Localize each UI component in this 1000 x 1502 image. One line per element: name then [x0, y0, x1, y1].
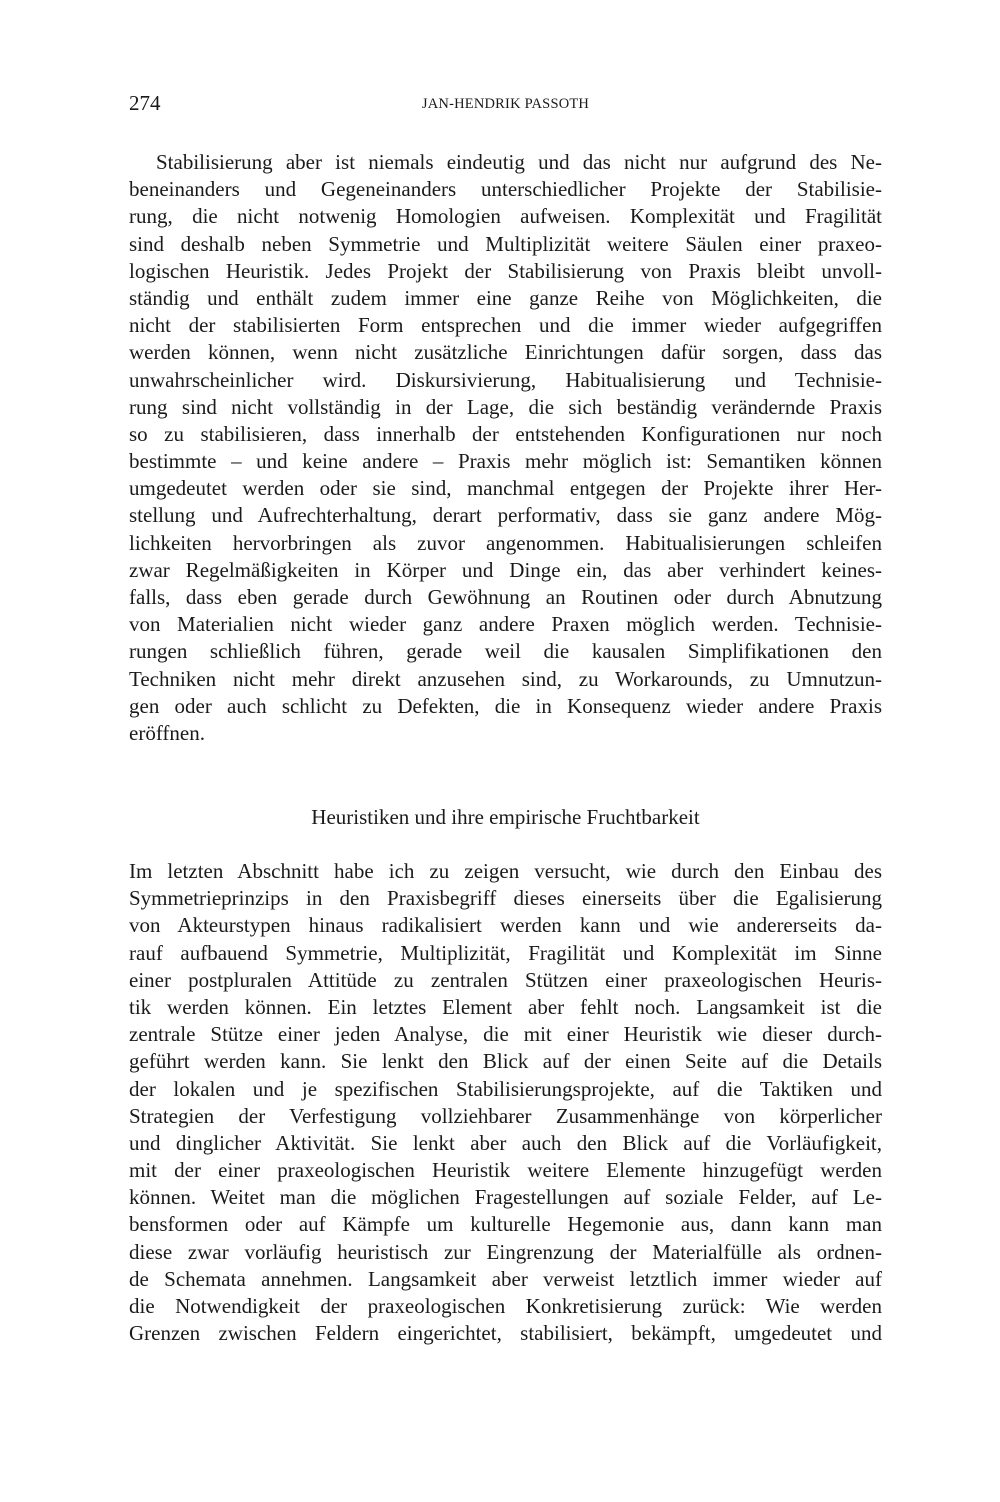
text-line: ständig und enthält zudem immer eine ganze Reihe von Möglichkeiten, die — [129, 285, 882, 310]
text-line: geführt werden kann. Sie lenkt den Blick auf der einen Seite auf die Details — [129, 1049, 882, 1074]
text-line: bensformen oder auf Kämpfe um kulturelle Hegemonie aus, dann kann man — [129, 1212, 882, 1237]
paragraph-heuristiken — [129, 858, 882, 1347]
text-line: mit der einer praxeologischen Heuristik weitere Elemente hinzugefügt werden — [129, 1158, 882, 1183]
text-line: Grenzen zwischen Feldern eingerichtet, stabilisiert, bekämpft, umgedeutet und — [129, 1321, 882, 1346]
text-line: Stabilisierung aber ist niemals eindeutig und das nicht nur aufgrund des Ne- — [156, 150, 882, 174]
text-line: diese zwar vorläufig heuristisch zur Eingrenzung der Materialfülle als ordnen- — [129, 1239, 882, 1264]
text-line: Im letzten Abschnitt habe ich zu zeigen versucht, wie durch den Einbau des — [129, 859, 882, 883]
text-line: der lokalen und je spezifischen Stabilisierungsprojekte, auf die Taktiken und — [129, 1076, 882, 1101]
text-line: sind deshalb neben Symmetrie und Multiplizität weitere Säulen einer praxeo- — [129, 231, 882, 256]
text-line: rungen schließlich führen, gerade weil die kausalen Simplifikationen den — [129, 639, 882, 664]
text-line: rauf aufbauend Symmetrie, Multiplizität, Fragilität und Komplexität im Sinne — [129, 940, 882, 965]
text-line: nicht der stabilisierten Form entsprechen und die immer wieder aufgegriffen — [129, 313, 882, 338]
paragraph-stabilisierung — [129, 149, 882, 747]
text-line: Symmetrieprinzips in den Praxisbegriff dieses einerseits über die Egalisierung — [129, 886, 882, 911]
text-line: rung, die nicht notwenig Homologien aufweisen. Komplexität und Fragilität — [129, 204, 882, 229]
text-line: de Schemata annehmen. Langsamkeit aber verweist letztlich immer wieder auf — [129, 1266, 882, 1291]
text-line: beneinanders und Gegeneinanders unterschiedlicher Projekte der Stabilisie- — [129, 177, 882, 202]
text-line: unwahrscheinlicher wird. Diskursivierung, Habitualisierung und Technisie- — [129, 367, 882, 392]
text-line: so zu stabilisieren, dass innerhalb der entstehenden Konfigurationen nur noch — [129, 421, 882, 446]
text-line: zwar Regelmäßigkeiten in Körper und Dinge ein, das aber verhindert keines- — [129, 557, 882, 582]
text-line: einer postpluralen Attitüde zu zentralen Stützen einer praxeologischen Heuris- — [129, 967, 882, 992]
text-line: lichkeiten hervorbringen als zuvor angenommen. Habitualisierungen schleifen — [129, 530, 882, 555]
text-line: gen oder auch schlicht zu Defekten, die in Konsequenz wieder andere Praxis — [129, 693, 882, 718]
page-header — [129, 88, 882, 118]
text-line: von Akteurstypen hinaus radikalisiert werden kann und wie andererseits da- — [129, 913, 882, 938]
text-line: von Materialien nicht wieder ganz andere Praxen möglich werden. Technisie- — [129, 612, 882, 637]
text-line: können. Weitet man die möglichen Fragestellungen auf soziale Felder, auf Le- — [129, 1185, 882, 1210]
text-line: tik werden können. Ein letztes Element aber fehlt noch. Langsamkeit ist die — [129, 994, 882, 1019]
text-line: Strategien der Verfestigung vollziehbarer Zusammenhänge von körperlicher — [129, 1103, 882, 1128]
text-line: stellung und Aufrechterhaltung, derart performativ, dass sie ganz andere Mög- — [129, 503, 882, 528]
text-line: Techniken nicht mehr direkt anzusehen sind, zu Workarounds, zu Umnutzun- — [129, 666, 882, 691]
text-line: zentrale Stütze einer jeden Analyse, die mit einer Heuristik wie dieser durch- — [129, 1022, 882, 1047]
text-line: falls, dass eben gerade durch Gewöhnung an Routinen oder durch Abnutzung — [129, 585, 882, 609]
text-line: bestimmte – und keine andere – Praxis mehr möglich ist: Semantiken können — [129, 449, 882, 474]
text-line: umgedeutet werden oder sie sind, manchmal entgegen der Projekte ihrer Her- — [129, 476, 882, 501]
text-line: werden können, wenn nicht zusätzliche Einrichtungen dafür sorgen, dass das — [129, 340, 882, 365]
section-heading: Heuristiken und ihre empirische Fruchtbarkeit — [311, 805, 700, 829]
text-line: eröffnen. — [129, 720, 205, 745]
text-line: logischen Heuristik. Jedes Projekt der Stabilisierung von Praxis bleibt unvoll- — [129, 258, 882, 283]
page-number: 274 — [129, 91, 161, 115]
text-line: und dinglicher Aktivität. Sie lenkt aber auch den Blick auf die Vorläufigkeit, — [129, 1130, 882, 1155]
text-line: rung sind nicht vollständig in der Lage, die sich beständig verändernde Praxis — [129, 394, 882, 419]
text-line: die Notwendigkeit der praxeologischen Konkretisierung zurück: Wie werden — [129, 1294, 882, 1318]
running-head-author: JAN-HENDRIK PASSOTH — [421, 96, 590, 112]
